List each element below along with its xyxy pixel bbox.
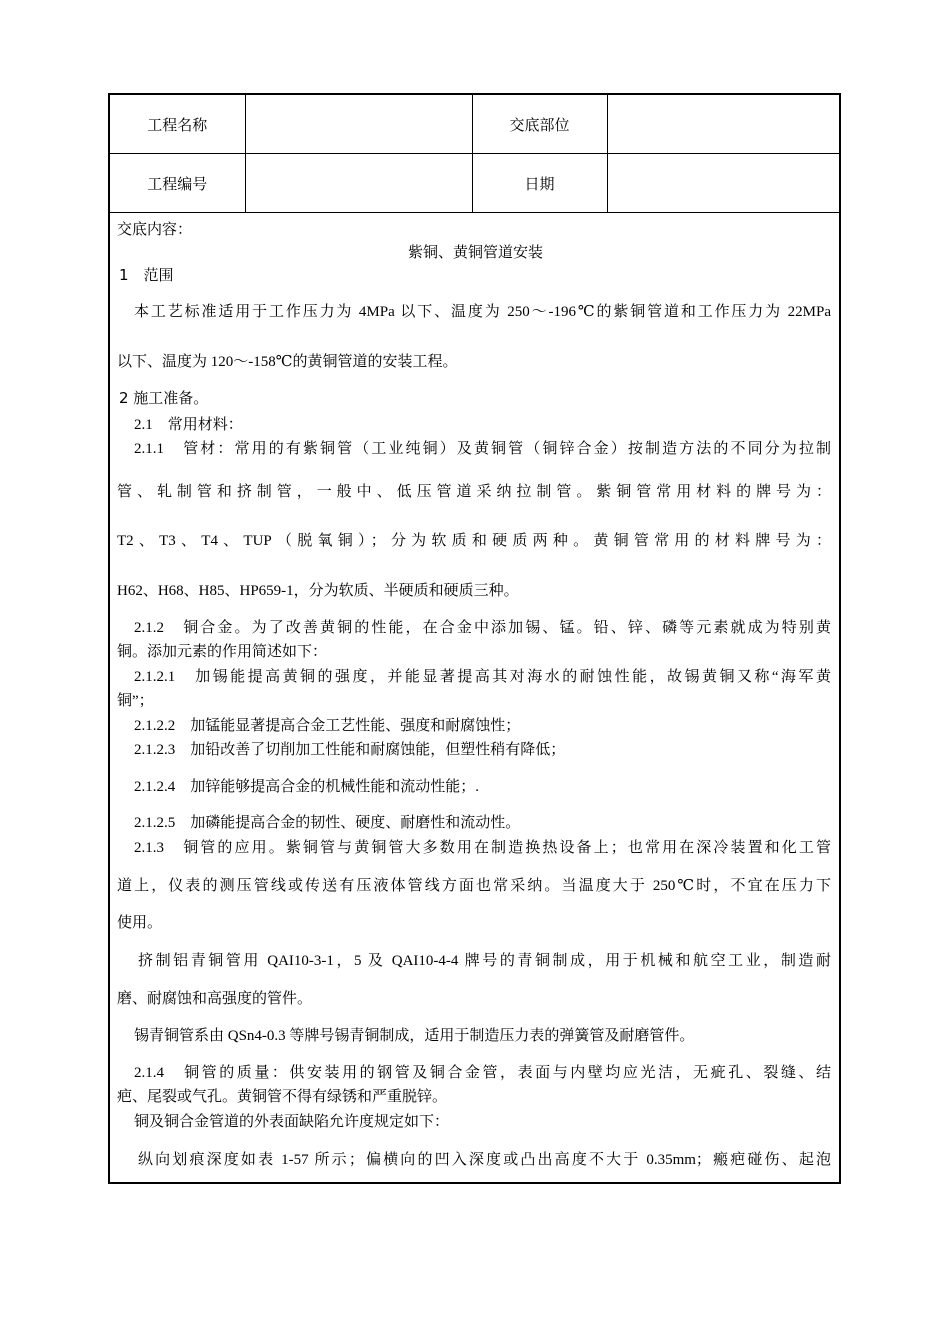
s2-1-2-line-1: 2.1.2 铜合金。为了改善黄铜的性能，在合金中添加锡、锰。铅、锌、磷等元素就成为特别黄 [134, 620, 831, 636]
location-value [607, 95, 839, 154]
s2-1-2-line-2: 铜。添加元素的作用简述如下： [117, 644, 328, 660]
location-label: 交底部位 [472, 95, 607, 154]
s2-1-1-line-4: H62、H68、H85、HP659-1，分为软质、半硬质和硬质三种。 [117, 583, 519, 599]
section-1-heading: 1 范围 [119, 266, 174, 284]
header-row-2 [110, 154, 839, 213]
date-value [607, 154, 839, 213]
s2-1-1-line-1: 2.1.1 管材：常用的有紫铜管（工业纯铜）及黄铜管（铜锌合金）按制造方法的不同分为拉制 [134, 441, 831, 457]
extruded-line-2: 磨、耐腐蚀和高强度的管件。 [117, 991, 313, 1007]
s2-1-2-1-line-2: 铜”； [117, 693, 154, 709]
s2-1-heading: 2.1 常用材料： [134, 417, 243, 433]
s2-1-3-line-3: 使用。 [117, 915, 163, 931]
s2-1-2-5: 2.1.2.5 加磷能提高合金的韧性、硬度、耐磨性和流动性。 [134, 815, 521, 831]
doc-title: 紫铜、黄铜管道安装 [407, 245, 543, 261]
s1-p1-line-2: 以下、温度为 120～-158℃的黄铜管道的安装工程。 [117, 354, 458, 370]
header-table [110, 95, 839, 213]
s2-1-2-3: 2.1.2.3 加铅改善了切削加工性能和耐腐蚀能，但塑性稍有降低； [134, 742, 566, 758]
extruded-line-1: 挤制铝青铜管用 QAI10-3-1，5 及 QAI10-4-4 牌号的青铜制成，用于机械和航空工业，制造耐 [138, 953, 831, 969]
project-name-value [245, 95, 472, 154]
project-no-label: 工程编号 [110, 154, 245, 213]
s2-1-3-line-2: 道上，仪表的测压管线或传送有压液体管线方面也常采纳。当温度大于 250℃时，不宜在压力下 [117, 878, 831, 894]
tin-bronze-paragraph: 锡青铜管系由 QSn4-0.3 等牌号锡青铜制成，适用于制造压力表的弹簧管及耐磨管件。 [134, 1028, 695, 1044]
s2-1-2-4: 2.1.2.4 加锌能够提高合金的机械性能和流动性能；. [134, 779, 480, 795]
defect-paragraph: 铜及铜合金管道的外表面缺陷允许度规定如下： [134, 1114, 450, 1130]
header-row-1 [110, 95, 839, 154]
s2-1-3-line-1: 2.1.3 铜管的应用。紫铜管与黄铜管大多数用在制造换热设备上；也常用在深冷装置和化工管 [134, 840, 831, 856]
s2-1-2-2: 2.1.2.2 加锰能显著提高合金工艺性能、强度和耐腐蚀性； [134, 718, 521, 734]
s1-p1-line-1: 本工艺标准适用于工作压力为 4MPa 以下、温度为 250～-196℃的紫铜管道和工作压力为 22MPa [134, 304, 831, 320]
s2-1-2-1-line-1: 2.1.2.1 加锡能提高黄铜的强度，并能显著提高其对海水的耐蚀性能，故锡黄铜又称“海军黄 [134, 669, 831, 685]
intro-label: 交底内容： [117, 222, 193, 238]
s2-1-1-line-2: 管、轧制管和挤制管，一般中、低压管道采纳拉制管。紫铜管常用材料的牌号为： [117, 484, 831, 500]
disclosure-form [108, 93, 841, 1184]
s2-1-4-line-2: 疤、尾裂或气孔。黄铜管不得有绿锈和严重脱锌。 [117, 1089, 448, 1105]
section-2-heading: 2 施工准备。 [119, 389, 209, 407]
s2-1-1-line-3: T2、T3、T4、TUP（脱氧铜）；分为软质和硬质两种。黄铜管常用的材料牌号为： [117, 533, 831, 549]
project-no-value [245, 154, 472, 213]
scratch-paragraph: 纵向划痕深度如表 1-57 所示；偏横向的凹入深度或凸出高度不大于 0.35mm；瘢疤碰伤、起泡 [138, 1152, 831, 1168]
s2-1-4-line-1: 2.1.4 铜管的质量：供安装用的钢管及铜合金管，表面与内壁均应光洁，无疵孔、裂缝、结 [134, 1065, 831, 1081]
date-label: 日期 [472, 154, 607, 213]
project-name-label: 工程名称 [110, 95, 245, 154]
